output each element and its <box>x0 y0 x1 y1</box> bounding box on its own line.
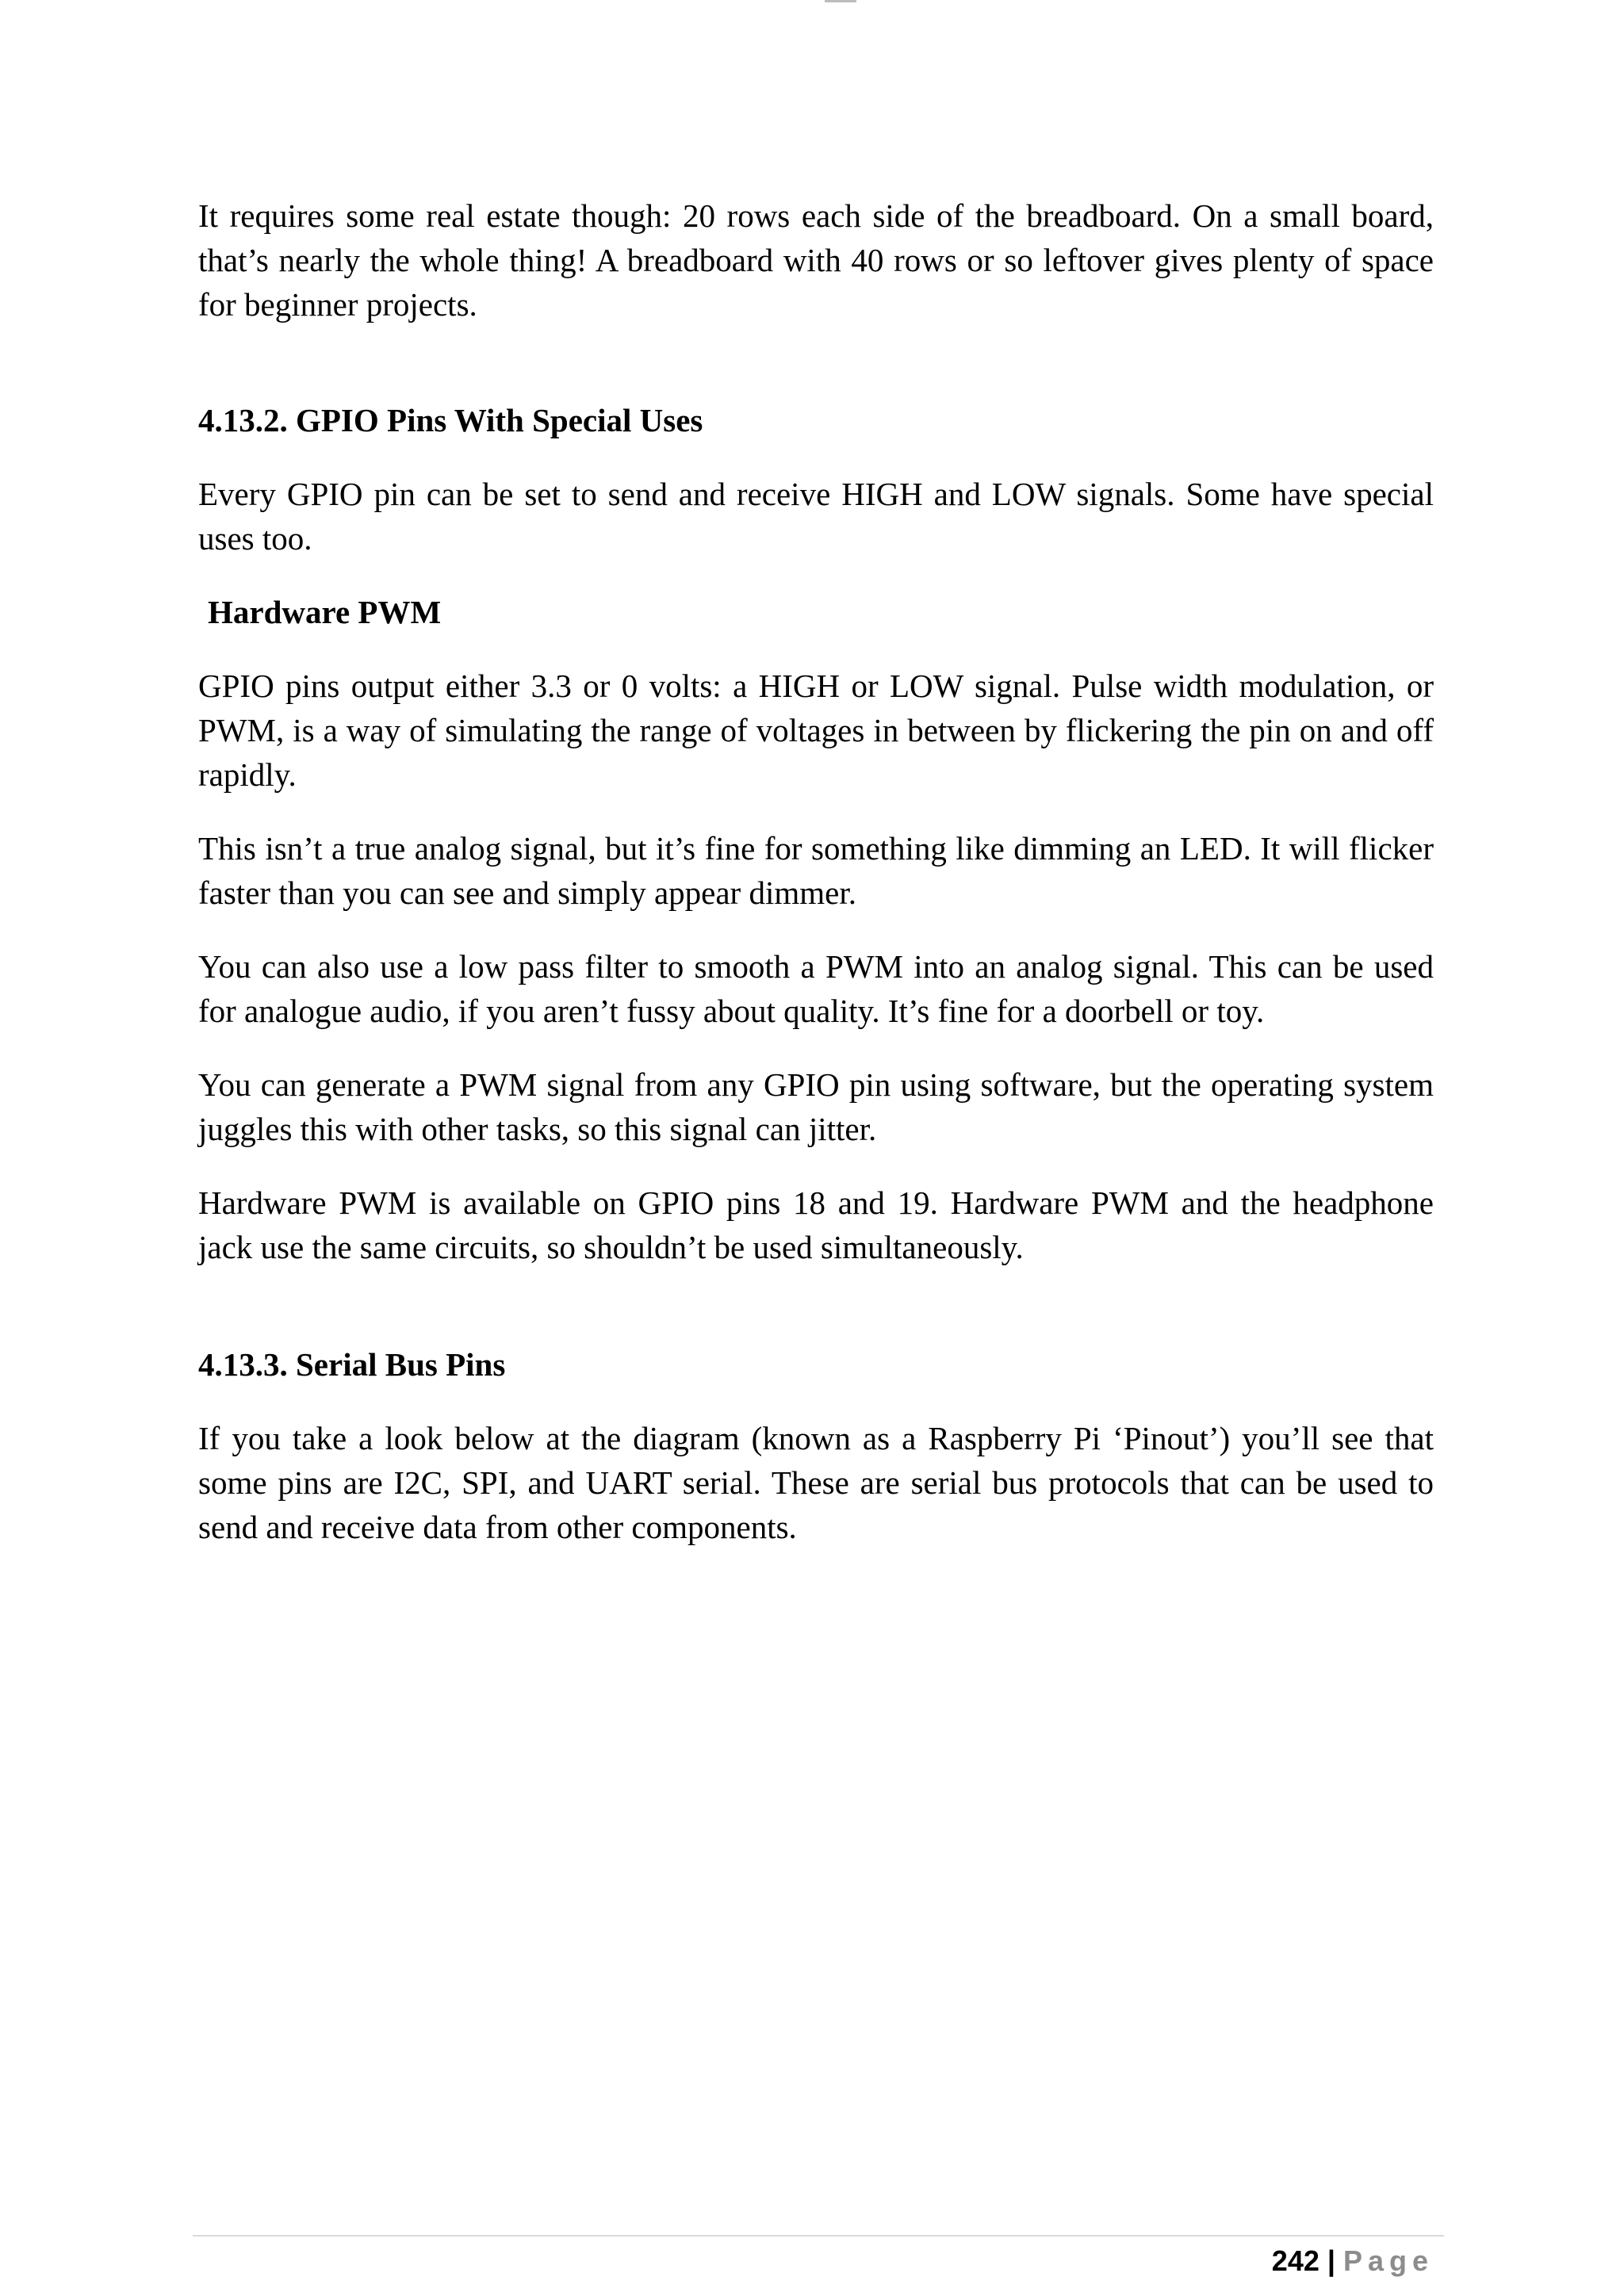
heading-gpio-special-uses: 4.13.2. GPIO Pins With Special Uses <box>198 402 703 438</box>
page-footer <box>1272 2244 1434 2279</box>
paragraph-low-pass-filter: You can also use a low pass filter to smooth a PWM into an analog signal. This can be used for analogue audio, if you aren’t fussy about quality. It’s fine for a doorbell or toy. <box>198 948 1434 1029</box>
paragraph-breadboard: It requires some real estate though: 20 rows each side of the breadboard. On a small board, that’s nearly the whole thing! A breadboard with 40 rows or so leftover gives plenty of space for beginner projects. <box>198 197 1434 323</box>
paragraph-pinout: If you take a look below at the diagram (known as a Raspberry Pi ‘Pinout’) you’ll see that some pins are I2C, SPI, and UART serial. These are serial bus protocols that can be used to send and receive data from other components. <box>198 1420 1434 1545</box>
paragraph-pwm-intro: GPIO pins output either 3.3 or 0 volts: a HIGH or LOW signal. Pulse width modulation, or PWM, is a way of simulating the range of voltages in between by flickering the pin on and off rapidly. <box>198 668 1434 793</box>
subheading-hardware-pwm: Hardware PWM <box>208 594 442 630</box>
top-edge-mark <box>825 0 856 2</box>
paragraph-software-pwm: You can generate a PWM signal from any GPIO pin using software, but the operating system juggles this with other tasks, so this signal can jitter. <box>198 1066 1434 1147</box>
footer-divider <box>193 2235 1444 2237</box>
paragraph-hardware-pwm-pins: Hardware PWM is available on GPIO pins 18 and 19. Hardware PWM and the headphone jack use the same circuits, so shouldn’t be used simultaneously. <box>198 1184 1434 1265</box>
page-number: 242 <box>1271 2244 1320 2277</box>
paragraph-gpio-signals: Every GPIO pin can be set to send and receive HIGH and LOW signals. Some have special uses too. <box>198 476 1434 557</box>
heading-serial-bus-pins: 4.13.3. Serial Bus Pins <box>198 1346 506 1383</box>
paragraph-analog-signal: This isn’t a true analog signal, but it’s fine for something like dimming an LED. It will flicker faster than you can see and simply appear dimmer. <box>198 830 1434 911</box>
page-content <box>198 193 1434 1578</box>
footer-separator: | <box>1327 2244 1335 2277</box>
page-label: Page <box>1342 2244 1434 2277</box>
